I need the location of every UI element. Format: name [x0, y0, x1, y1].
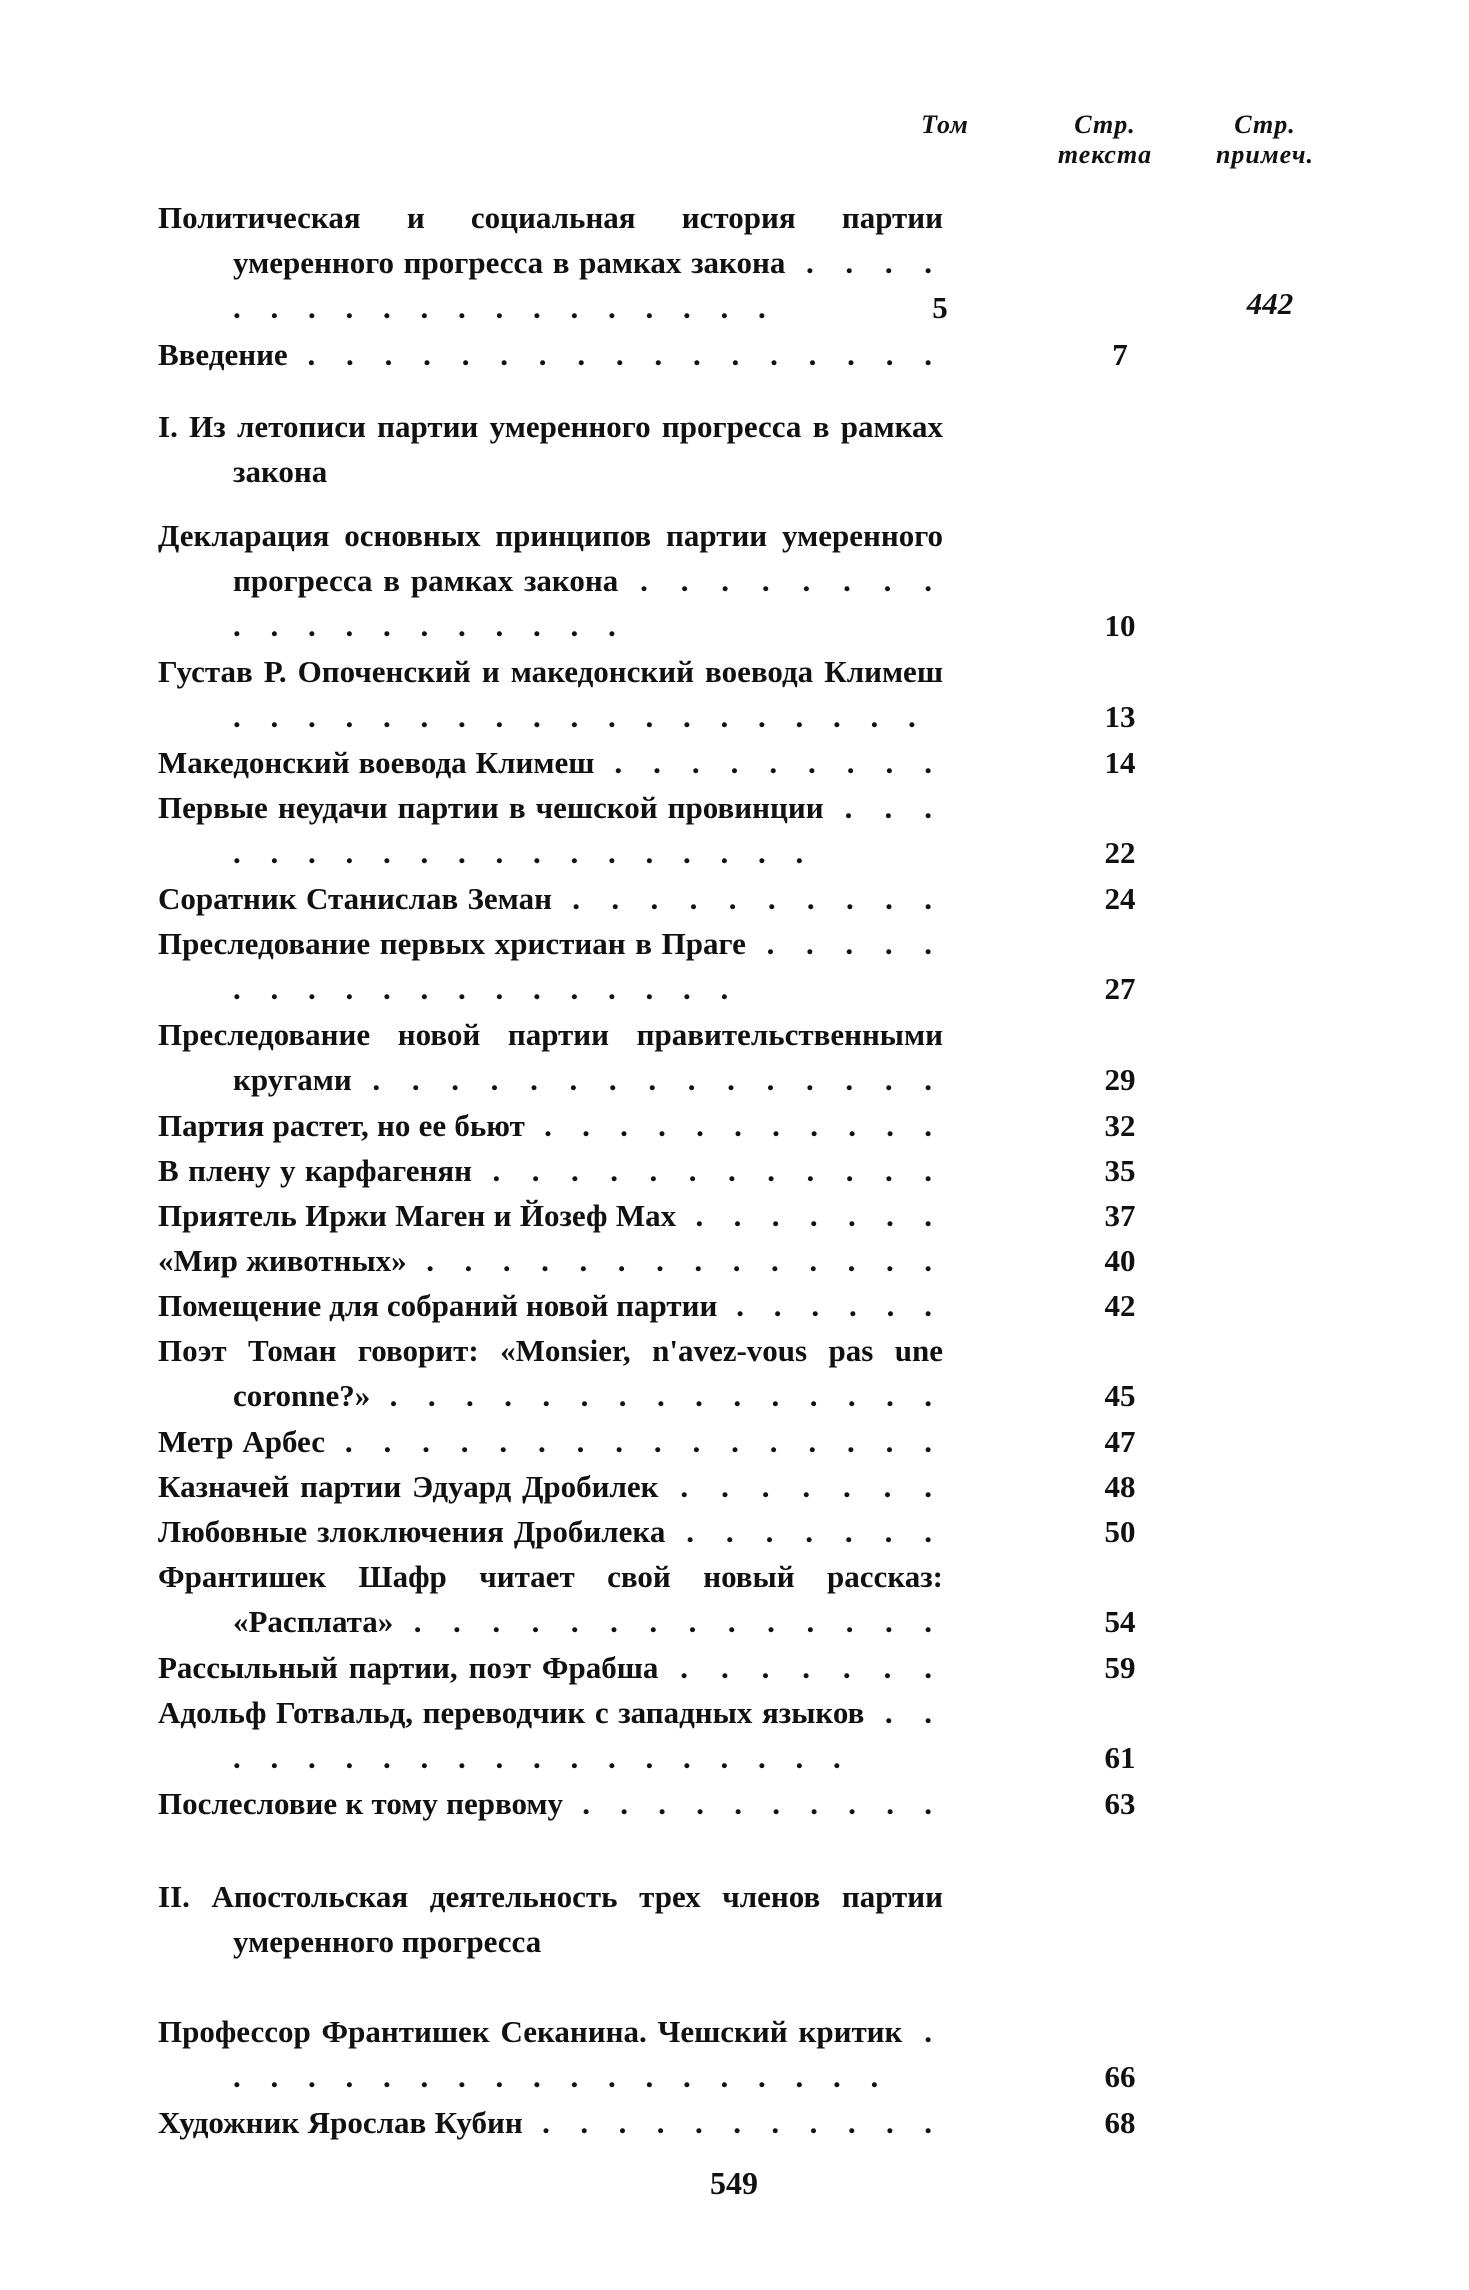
entry-title: Преследование новой партии правительственными кругами	[158, 1017, 943, 1097]
dot-leader: . . . . . . . . . . .	[544, 1108, 943, 1143]
entry-page-number: 59	[1104, 1650, 1136, 1685]
toc-entry	[158, 2009, 943, 2099]
page-number: 549	[710, 2165, 758, 2201]
dot-leader: . . . . . . .	[680, 1650, 943, 1685]
section-title: I. Из летописи партии умеренного прогресса в рамках закона	[158, 409, 943, 489]
dot-leader: . . . . . . . . . . . .	[492, 1153, 943, 1188]
entry-title: Македонский воевода Климеш	[158, 745, 595, 780]
entry-title: Профессор Франтишек Секанина. Чешский критик	[158, 2014, 903, 2049]
entry-page-number: 27	[1104, 971, 1136, 1006]
toc-entry	[158, 649, 943, 739]
entry-page-number: 68	[1104, 2105, 1136, 2140]
entry-page-number: 54	[1104, 1604, 1136, 1639]
toc-entry	[158, 1419, 943, 1464]
entry-title: Соратник Станислав Земан	[158, 881, 552, 916]
dot-leader: . . . . . . . . . .	[582, 1786, 943, 1821]
toc-entry	[158, 1645, 943, 1690]
entry-page-number: 29	[1104, 1062, 1136, 1097]
toc-entry	[158, 1283, 943, 1328]
entry-title: Введение	[158, 337, 288, 372]
entry-title: Помещение для собраний новой партии	[158, 1288, 718, 1323]
toc-entry	[158, 785, 943, 875]
entry-page-number: 50	[1104, 1514, 1136, 1549]
entry-page-number: 13	[1104, 699, 1136, 734]
dot-leader: . . . . . . . . . . . . . . . .	[344, 1424, 943, 1459]
dot-leader: . . . . . . . . . . .	[542, 2105, 943, 2140]
dot-leader: . . . . . .	[736, 1288, 943, 1323]
toc-entry	[158, 876, 943, 921]
entry-page-number: 35	[1104, 1153, 1136, 1188]
entry-page-number: 10	[1104, 608, 1136, 643]
entry-title: Приятель Иржи Маген и Йозеф Мах	[158, 1198, 677, 1233]
entry-page-number: 47	[1104, 1424, 1136, 1459]
entry-page-number: 42	[1104, 1288, 1136, 1323]
entry-title: Казначей партии Эдуард Дробилек	[158, 1469, 659, 1504]
entry-page-number: 61	[1104, 1740, 1136, 1775]
dot-leader: . . . . . . . . . . . . . . . . . . .	[233, 245, 943, 325]
section-title: II. Апостольская деятельность трех членов партии умеренного прогресса	[158, 1879, 943, 1959]
entry-title: Густав Р. Опоченский и македонский воевода Климеш	[158, 654, 943, 689]
dot-leader: . . . . . . .	[686, 1514, 943, 1549]
toc-entry	[158, 1103, 943, 1148]
entry-title: Политическая и социальная история партии умеренного прогресса в рамках закона	[158, 200, 943, 280]
dot-leader: . . . . . . . . . . . . . . .	[372, 1062, 943, 1097]
column-header-volume: Том	[921, 110, 969, 139]
entry-page-number: 14	[1104, 745, 1136, 780]
entry-title: Рассыльный партии, поэт Фрабша	[158, 1650, 659, 1685]
entry-title: Франтишек Шафр читает свой новый рассказ: «Расплата»	[158, 1559, 943, 1639]
entry-page-number: 45	[1104, 1378, 1136, 1413]
toc-entry	[158, 1781, 943, 1826]
section-heading	[158, 1874, 943, 1964]
entry-page-number: 22	[1104, 835, 1136, 870]
entry-title: Любовные злоключения Дробилека	[158, 1514, 666, 1549]
toc-entry	[158, 513, 943, 648]
toc-entry	[158, 1328, 943, 1418]
dot-leader: . . . . . . . . . . . . . . . . . . .	[233, 699, 927, 734]
dot-leader: . . . . . . . . . . . . . .	[426, 1243, 943, 1278]
entry-title: Партия растет, но ее бьют	[158, 1108, 525, 1143]
dot-leader: . . . . . . . . . . . . . . . . . . .	[233, 926, 943, 1006]
dot-leader: . . . . . . . . . . . . . . .	[389, 1378, 943, 1413]
toc-entry	[158, 195, 943, 330]
entry-title: «Мир животных»	[158, 1243, 407, 1278]
entry-title: Преследование первых христиан в Праге	[158, 926, 746, 961]
entry-page-number: 24	[1104, 881, 1136, 916]
dot-leader: . . . . . . . . . . . . . . . . .	[307, 337, 943, 372]
entry-title: Художник Ярослав Кубин	[158, 2105, 523, 2140]
toc-entry	[158, 1193, 943, 1238]
dot-leader: . . . . . . . . . . . . . . . . . . .	[233, 1695, 943, 1775]
toc-entry	[158, 332, 943, 377]
toc-entry	[158, 740, 943, 785]
column-header-text-page: Стр. текста	[1057, 110, 1153, 169]
entry-title: Поэт Томан говорит: «Monsier, n'avez-vous pas une coronne?»	[158, 1333, 943, 1413]
toc-entry	[158, 1690, 943, 1780]
dot-leader: . . . . . . .	[695, 1198, 943, 1233]
entry-page-number: 66	[1104, 2059, 1136, 2094]
dot-leader: . . . . . . . . .	[614, 745, 943, 780]
entry-page-number: 40	[1104, 1243, 1136, 1278]
toc-entry	[158, 2100, 943, 2145]
entry-title: Послесловие к тому первому	[158, 1786, 564, 1821]
entry-page-number: 32	[1104, 1108, 1136, 1143]
dot-leader: . . . . . . . . . . . . . . . . . . .	[233, 2014, 943, 2094]
entry-page-number: 37	[1104, 1198, 1136, 1233]
entry-title: Адольф Готвальд, переводчик с западных языков	[158, 1695, 865, 1730]
entry-page-number: 63	[1104, 1786, 1136, 1821]
entry-volume: 5	[932, 290, 948, 325]
entry-title: В плену у карфагенян	[158, 1153, 473, 1188]
dot-leader: . . . . . . .	[680, 1469, 943, 1504]
entry-page-number: 48	[1104, 1469, 1136, 1504]
toc-entry	[158, 921, 943, 1011]
entry-title: Первые неудачи партии в чешской провинции	[158, 790, 824, 825]
toc-entry	[158, 1148, 943, 1193]
dot-leader: . . . . . . . . . .	[572, 881, 943, 916]
entry-notes-page: 442	[1246, 286, 1294, 321]
toc-entry	[158, 1464, 943, 1509]
entry-title: Декларация основных принципов партии умеренного прогресса в рамках закона	[158, 518, 943, 598]
dot-leader: . . . . . . . . . . . . . . . . . . .	[233, 563, 943, 643]
toc-entry	[158, 1509, 943, 1554]
toc-entry	[158, 1554, 943, 1644]
section-heading	[158, 404, 943, 494]
dot-leader: . . . . . . . . . . . . . .	[413, 1604, 943, 1639]
entry-title: Метр Арбес	[158, 1424, 325, 1459]
dot-leader: . . . . . . . . . . . . . . . . . . .	[233, 790, 943, 870]
toc-entry	[158, 1012, 943, 1102]
column-header-notes-page: Стр. примеч.	[1215, 110, 1315, 169]
entry-page-number: 7	[1112, 337, 1128, 372]
toc-entry	[158, 1238, 943, 1283]
